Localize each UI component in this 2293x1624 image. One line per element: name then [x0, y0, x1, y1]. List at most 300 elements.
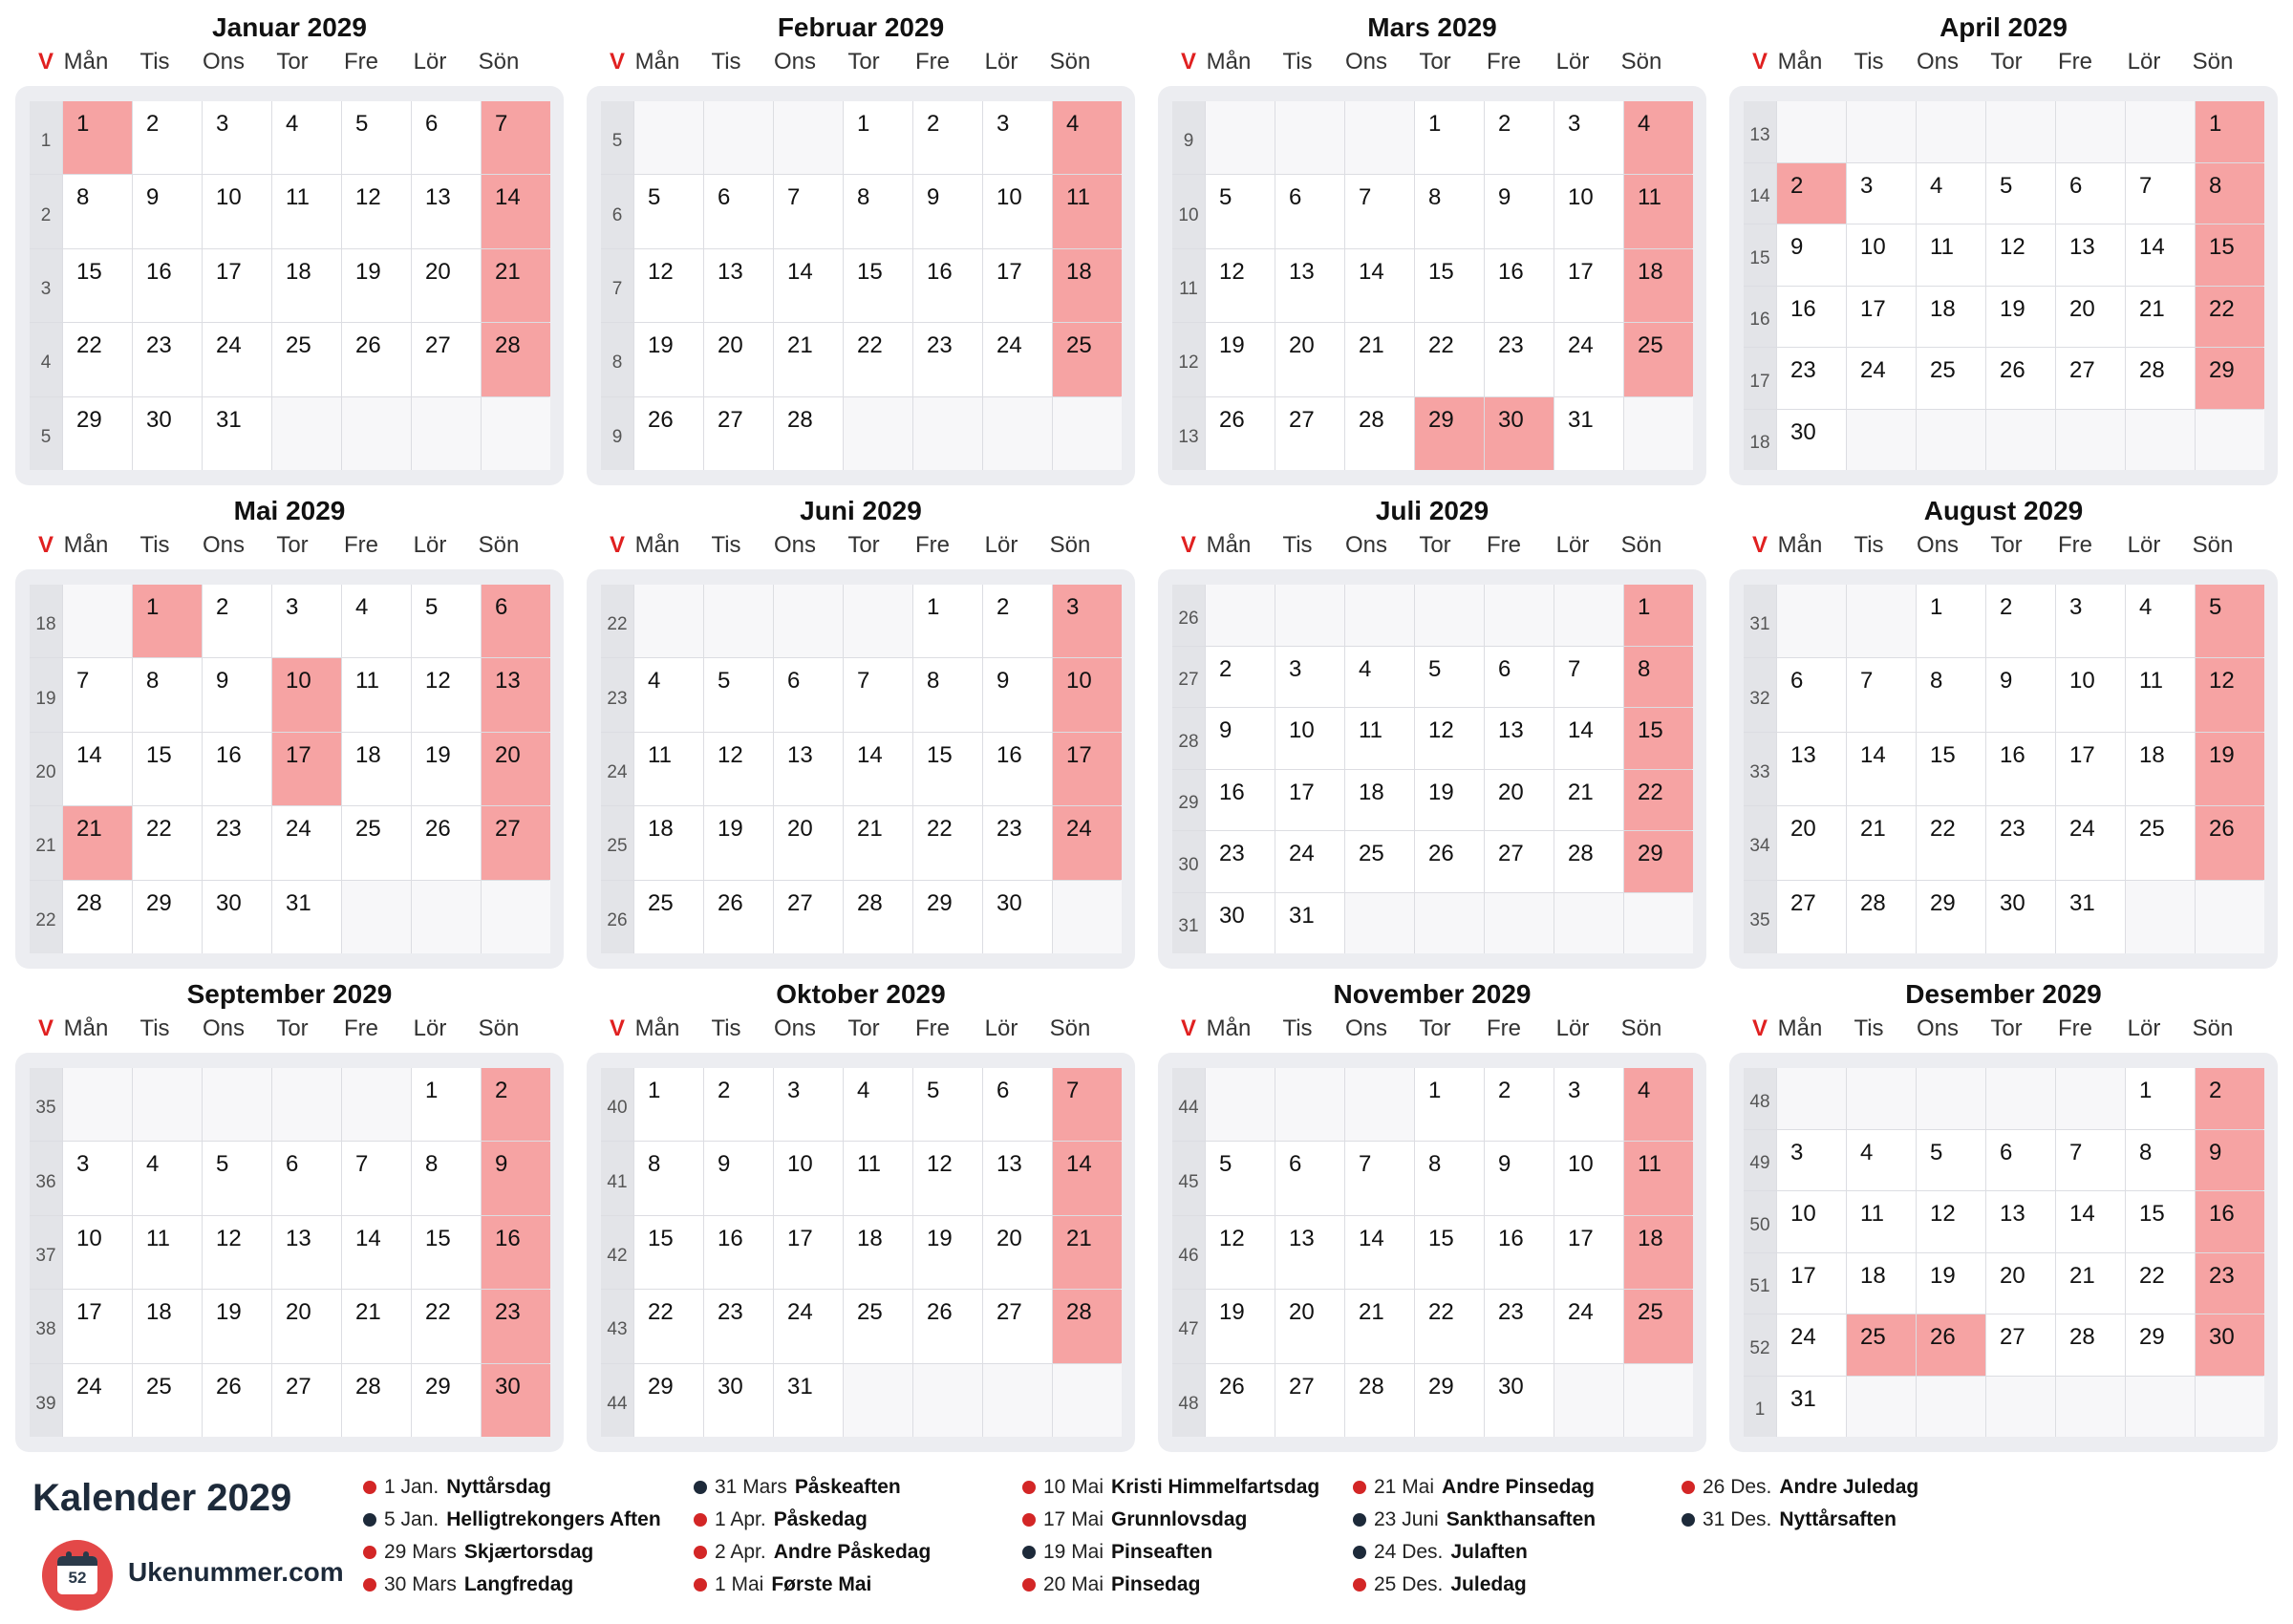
day-cell: 11: [844, 1142, 912, 1214]
weekday-label: Mån: [634, 532, 680, 558]
empty-day-cell: [1275, 101, 1344, 174]
week-number: 37: [30, 1216, 62, 1289]
day-grid: [1744, 1068, 2263, 1437]
day-cell: 28: [1554, 831, 1623, 892]
empty-day-cell: [913, 397, 982, 470]
day-cell: 8: [1415, 1142, 1484, 1214]
day-cell: 21: [63, 806, 132, 879]
week-number: 45: [1172, 1142, 1205, 1214]
month-panel: [15, 569, 564, 969]
day-cell: 25: [634, 881, 703, 953]
day-cell: 5: [2196, 585, 2264, 657]
holiday-date: 19 Mai: [1043, 1541, 1104, 1563]
weekday-label: Ons: [202, 1015, 245, 1041]
weekday-label: Fre: [2058, 532, 2092, 558]
day-cell: 8: [913, 658, 982, 731]
day-cell: 26: [1917, 1314, 1985, 1376]
day-cell: 9: [1777, 224, 1846, 286]
month-title: Desember 2029: [1905, 979, 2102, 1009]
weekday-label: Tor: [847, 532, 880, 558]
red-dot-icon: [363, 1481, 376, 1494]
day-cell: 6: [272, 1142, 341, 1214]
week-number: 3: [30, 249, 62, 322]
day-cell: 29: [1415, 397, 1484, 470]
day-cell: 22: [2196, 287, 2264, 348]
day-cell: 7: [1554, 647, 1623, 708]
day-grid: [1744, 585, 2263, 953]
holiday-date: 25 Des.: [1374, 1573, 1444, 1595]
weekday-label: Ons: [773, 532, 816, 558]
day-cell: 10: [1847, 224, 1916, 286]
day-cell: 23: [133, 323, 202, 395]
holiday-item: [1022, 1569, 1319, 1601]
day-cell: 7: [63, 658, 132, 731]
day-cell: 21: [844, 806, 912, 879]
holiday-name: Nyttårsaften: [1779, 1508, 1897, 1530]
holiday-column: [1682, 1471, 1918, 1536]
empty-day-cell: [1053, 881, 1122, 953]
empty-day-cell: [1415, 585, 1484, 646]
empty-day-cell: [1917, 1377, 1985, 1438]
day-cell: 4: [1053, 101, 1122, 174]
holiday-name: Første Mai: [771, 1573, 872, 1595]
day-cell: 31: [203, 397, 271, 470]
empty-day-cell: [412, 881, 481, 953]
day-grid: [601, 101, 1121, 470]
month-panel: [1729, 569, 2278, 969]
holiday-date: 31 Des.: [1703, 1508, 1772, 1530]
day-cell: 13: [1777, 733, 1846, 805]
day-cell: 30: [983, 881, 1052, 953]
day-cell: 17: [774, 1216, 843, 1289]
empty-day-cell: [2056, 1068, 2125, 1129]
day-cell: 26: [2196, 806, 2264, 879]
day-cell: 10: [774, 1142, 843, 1214]
day-cell: 15: [412, 1216, 481, 1289]
weekday-label: Tis: [1854, 532, 1884, 558]
empty-day-cell: [272, 397, 341, 470]
day-cell: 10: [1554, 1142, 1623, 1214]
day-cell: 26: [412, 806, 481, 879]
day-cell: 18: [844, 1216, 912, 1289]
weekday-label: Tis: [711, 532, 741, 558]
day-cell: 14: [63, 733, 132, 805]
week-number: 32: [1744, 658, 1776, 731]
day-cell: 11: [1624, 175, 1693, 247]
weekday-label: Fre: [2058, 49, 2092, 75]
empty-day-cell: [1917, 1068, 1985, 1129]
weekday-label: Sön: [1049, 1015, 1091, 1041]
day-cell: 12: [342, 175, 411, 247]
day-cell: 8: [412, 1142, 481, 1214]
day-cell: 10: [983, 175, 1052, 247]
day-cell: 18: [2126, 733, 2195, 805]
month-panel: [1158, 86, 1706, 485]
week-number: 12: [1172, 323, 1205, 395]
day-cell: 25: [1345, 831, 1414, 892]
dark-dot-icon: [1682, 1513, 1695, 1527]
weekday-label: Fre: [1487, 1015, 1521, 1041]
day-cell: 14: [342, 1216, 411, 1289]
weekday-label: Ons: [1916, 49, 1959, 75]
weekday-label: Fre: [1487, 49, 1521, 75]
month-panel: [1729, 86, 2278, 485]
week-number: 52: [1744, 1314, 1776, 1376]
empty-day-cell: [1485, 585, 1554, 646]
empty-day-cell: [1986, 101, 2055, 162]
weekday-label: Sön: [2192, 49, 2234, 75]
week-number-label: V: [1180, 532, 1196, 558]
week-number: 7: [601, 249, 633, 322]
site-name[interactable]: Ukenummer.com: [128, 1557, 344, 1587]
day-cell: 7: [1345, 175, 1414, 247]
red-dot-icon: [363, 1546, 376, 1559]
day-cell: 6: [482, 585, 550, 657]
day-cell: 17: [1777, 1253, 1846, 1314]
holiday-name: Sankthansaften: [1446, 1508, 1597, 1530]
day-cell: 30: [482, 1364, 550, 1437]
week-number: 6: [601, 175, 633, 247]
holiday-item: [1682, 1471, 1918, 1504]
weekday-label: Ons: [1916, 1015, 1959, 1041]
day-cell: 7: [2056, 1130, 2125, 1191]
day-cell: 9: [1986, 658, 2055, 731]
weekday-label: Tor: [847, 1015, 880, 1041]
day-cell: 30: [1986, 881, 2055, 953]
day-cell: 3: [203, 101, 271, 174]
empty-day-cell: [844, 1364, 912, 1437]
day-cell: 13: [1986, 1191, 2055, 1252]
day-cell: 21: [482, 249, 550, 322]
weekday-label: Fre: [344, 1015, 378, 1041]
day-cell: 11: [634, 733, 703, 805]
day-cell: 11: [272, 175, 341, 247]
day-cell: 2: [1777, 163, 1846, 224]
day-cell: 13: [774, 733, 843, 805]
weekday-label: Tis: [1854, 1015, 1884, 1041]
weekday-label: Lör: [413, 49, 447, 75]
day-cell: 11: [1624, 1142, 1693, 1214]
weekday-label: Lör: [413, 532, 447, 558]
weekday-label: Ons: [1916, 532, 1959, 558]
day-cell: 20: [704, 323, 773, 395]
holiday-date: 31 Mars: [715, 1476, 787, 1498]
day-cell: 14: [774, 249, 843, 322]
week-number-label: V: [37, 1015, 54, 1041]
day-cell: 22: [1917, 806, 1985, 879]
week-number: 48: [1172, 1364, 1205, 1437]
week-number-label: V: [609, 1015, 625, 1041]
holiday-name: Nyttårsdag: [446, 1476, 551, 1498]
day-cell: 21: [2056, 1253, 2125, 1314]
day-cell: 2: [133, 101, 202, 174]
day-cell: 3: [1847, 163, 1916, 224]
empty-day-cell: [1415, 893, 1484, 954]
day-cell: 4: [844, 1068, 912, 1141]
day-cell: 31: [1554, 397, 1623, 470]
day-cell: 24: [1275, 831, 1344, 892]
week-number: 27: [1172, 647, 1205, 708]
weekday-label: Mån: [634, 49, 680, 75]
weekday-label: Tis: [139, 49, 170, 75]
red-dot-icon: [363, 1578, 376, 1592]
holiday-name: Påskedag: [773, 1508, 868, 1530]
empty-day-cell: [1206, 585, 1275, 646]
day-cell: 5: [634, 175, 703, 247]
day-cell: 7: [774, 175, 843, 247]
day-cell: 10: [1554, 175, 1623, 247]
day-cell: 20: [1777, 806, 1846, 879]
weekday-label: Sön: [2192, 532, 2234, 558]
weekday-header: [1729, 48, 2278, 76]
day-cell: 21: [774, 323, 843, 395]
empty-day-cell: [983, 397, 1052, 470]
week-number: 15: [1744, 224, 1776, 286]
day-cell: 1: [412, 1068, 481, 1141]
empty-day-cell: [2196, 1377, 2264, 1438]
day-cell: 4: [1917, 163, 1985, 224]
weekday-label: Sön: [2192, 1015, 2234, 1041]
weekday-label: Ons: [773, 1015, 816, 1041]
day-cell: 4: [133, 1142, 202, 1214]
day-cell: 24: [272, 806, 341, 879]
day-cell: 12: [1917, 1191, 1985, 1252]
day-cell: 25: [1917, 348, 1985, 409]
weekday-label: Tor: [276, 1015, 309, 1041]
red-dot-icon: [1353, 1481, 1366, 1494]
holiday-item: [1022, 1504, 1319, 1536]
day-cell: 4: [342, 585, 411, 657]
day-cell: 24: [774, 1290, 843, 1362]
week-number: 26: [1172, 585, 1205, 646]
weekday-label: Tor: [1990, 532, 2023, 558]
day-cell: 12: [1206, 249, 1275, 322]
weekday-label: Fre: [344, 49, 378, 75]
day-cell: 19: [1206, 323, 1275, 395]
empty-day-cell: [342, 397, 411, 470]
day-cell: 22: [634, 1290, 703, 1362]
day-cell: 9: [983, 658, 1052, 731]
day-cell: 17: [1847, 287, 1916, 348]
weekday-label: Ons: [202, 49, 245, 75]
day-cell: 25: [1624, 1290, 1693, 1362]
day-cell: 1: [844, 101, 912, 174]
month-panel: [587, 86, 1135, 485]
weekday-label: Tis: [1854, 49, 1884, 75]
weekday-header: [1729, 531, 2278, 560]
day-cell: 26: [342, 323, 411, 395]
weekday-label: Ons: [773, 49, 816, 75]
empty-day-cell: [704, 101, 773, 174]
empty-day-cell: [1345, 893, 1414, 954]
weekday-label: Tis: [139, 532, 170, 558]
day-cell: 27: [1777, 881, 1846, 953]
day-cell: 9: [1206, 708, 1275, 769]
day-cell: 3: [1275, 647, 1344, 708]
day-cell: 16: [133, 249, 202, 322]
day-cell: 2: [482, 1068, 550, 1141]
empty-day-cell: [1777, 101, 1846, 162]
day-cell: 29: [913, 881, 982, 953]
weekday-label: Tor: [276, 532, 309, 558]
month-panel: [1729, 1053, 2278, 1452]
week-number-label: V: [37, 49, 54, 75]
empty-day-cell: [2196, 881, 2264, 953]
weekday-label: Sön: [1620, 49, 1662, 75]
weekday-header: [15, 531, 564, 560]
month-panel: [1158, 1053, 1706, 1452]
week-number: 14: [1744, 163, 1776, 224]
day-cell: 2: [983, 585, 1052, 657]
day-cell: 28: [1345, 1364, 1414, 1437]
footer: [0, 1452, 2293, 1624]
day-cell: 19: [634, 323, 703, 395]
day-cell: 23: [2196, 1253, 2264, 1314]
day-cell: 21: [342, 1290, 411, 1362]
day-cell: 2: [1986, 585, 2055, 657]
week-number-label: V: [37, 532, 54, 558]
weekday-label: Sön: [1049, 532, 1091, 558]
red-dot-icon: [1682, 1481, 1695, 1494]
day-cell: 2: [2196, 1068, 2264, 1129]
day-cell: 29: [133, 881, 202, 953]
day-cell: 7: [1053, 1068, 1122, 1141]
day-cell: 5: [1917, 1130, 1985, 1191]
day-cell: 16: [1485, 249, 1554, 322]
weekday-header: [1158, 1015, 1706, 1043]
month-title: Februar 2029: [777, 12, 945, 42]
week-number: 44: [1172, 1068, 1205, 1141]
day-cell: 18: [1624, 249, 1693, 322]
day-cell: 19: [342, 249, 411, 322]
day-cell: 8: [133, 658, 202, 731]
day-cell: 28: [63, 881, 132, 953]
day-cell: 12: [704, 733, 773, 805]
week-number: 25: [601, 806, 633, 879]
day-cell: 10: [1777, 1191, 1846, 1252]
day-cell: 17: [1554, 1216, 1623, 1289]
week-number: 35: [30, 1068, 62, 1141]
day-cell: 25: [1624, 323, 1693, 395]
day-cell: 2: [203, 585, 271, 657]
day-cell: 25: [2126, 806, 2195, 879]
empty-day-cell: [342, 881, 411, 953]
holiday-name: Juledag: [1450, 1573, 1527, 1595]
holiday-date: 30 Mars: [384, 1573, 457, 1595]
day-cell: 9: [913, 175, 982, 247]
week-number-label: V: [609, 49, 625, 75]
holiday-name: Skjærtorsdag: [463, 1541, 594, 1563]
day-cell: 26: [634, 397, 703, 470]
week-number: 41: [601, 1142, 633, 1214]
day-cell: 5: [342, 101, 411, 174]
day-cell: 22: [63, 323, 132, 395]
day-cell: 3: [1554, 1068, 1623, 1141]
weekday-label: Tor: [1990, 49, 2023, 75]
empty-day-cell: [704, 585, 773, 657]
holiday-item: [1022, 1536, 1319, 1569]
day-cell: 20: [1485, 770, 1554, 831]
day-cell: 23: [1485, 323, 1554, 395]
day-cell: 4: [634, 658, 703, 731]
day-cell: 13: [412, 175, 481, 247]
weekday-header: [15, 48, 564, 76]
holiday-item: [694, 1504, 931, 1536]
day-cell: 12: [1415, 708, 1484, 769]
day-cell: 29: [412, 1364, 481, 1437]
empty-day-cell: [1206, 1068, 1275, 1141]
day-cell: 26: [1415, 831, 1484, 892]
day-cell: 30: [2196, 1314, 2264, 1376]
day-cell: 14: [1345, 1216, 1414, 1289]
holiday-date: 17 Mai: [1043, 1508, 1104, 1530]
week-number: 16: [1744, 287, 1776, 348]
day-cell: 6: [1275, 1142, 1344, 1214]
weekday-label: Mån: [1206, 532, 1252, 558]
calendar-logo-icon: [42, 1540, 113, 1611]
weekday-label: Tor: [1990, 1015, 2023, 1041]
day-cell: 8: [1917, 658, 1985, 731]
day-cell: 31: [774, 1364, 843, 1437]
week-number: 9: [1172, 101, 1205, 174]
empty-day-cell: [63, 1068, 132, 1141]
empty-day-cell: [1847, 1377, 1916, 1438]
week-number-label: V: [1180, 1015, 1196, 1041]
week-number: 10: [1172, 175, 1205, 247]
day-cell: 1: [63, 101, 132, 174]
week-number: 29: [1172, 770, 1205, 831]
holiday-date: 29 Mars: [384, 1541, 457, 1563]
weekday-label: Lör: [984, 1015, 1018, 1041]
empty-day-cell: [2056, 410, 2125, 471]
day-cell: 5: [1206, 1142, 1275, 1214]
day-cell: 1: [1624, 585, 1693, 646]
day-cell: 9: [1485, 175, 1554, 247]
day-cell: 12: [913, 1142, 982, 1214]
holiday-column: [694, 1471, 931, 1601]
empty-day-cell: [1847, 410, 1916, 471]
weekday-label: Mån: [1777, 49, 1823, 75]
day-cell: 15: [1415, 1216, 1484, 1289]
holiday-name: Kristi Himmelfartsdag: [1111, 1476, 1320, 1498]
weekday-label: Tor: [847, 49, 880, 75]
weekday-header: [1729, 1015, 2278, 1043]
day-cell: 2: [1206, 647, 1275, 708]
holiday-date: 2 Apr.: [715, 1541, 766, 1563]
week-number: 4: [30, 323, 62, 395]
weekday-label: Sön: [1049, 49, 1091, 75]
day-cell: 18: [1053, 249, 1122, 322]
day-cell: 24: [203, 323, 271, 395]
holiday-name: Grunnlovsdag: [1111, 1508, 1248, 1530]
day-cell: 31: [2056, 881, 2125, 953]
day-cell: 22: [844, 323, 912, 395]
weekday-label: Tis: [1282, 532, 1313, 558]
empty-day-cell: [983, 1364, 1052, 1437]
week-number: 31: [1744, 585, 1776, 657]
holiday-name: Helligtrekongers Aften: [446, 1508, 661, 1530]
empty-day-cell: [2056, 1377, 2125, 1438]
red-dot-icon: [1022, 1481, 1036, 1494]
empty-day-cell: [2126, 1377, 2195, 1438]
empty-day-cell: [63, 585, 132, 657]
empty-day-cell: [272, 1068, 341, 1141]
weekday-label: Lör: [1555, 49, 1590, 75]
day-cell: 5: [1415, 647, 1484, 708]
day-cell: 1: [913, 585, 982, 657]
empty-day-cell: [1986, 410, 2055, 471]
day-cell: 27: [774, 881, 843, 953]
